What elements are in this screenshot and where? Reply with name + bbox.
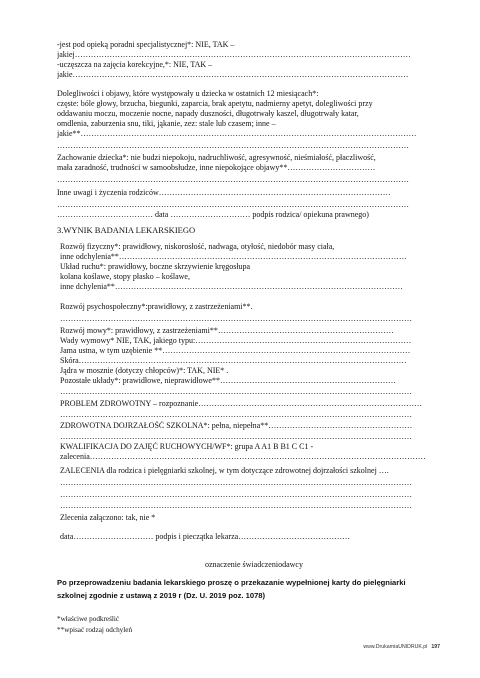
text-line: -jest pod opieką poradni specjalistycznej*: NIE, TAK – <box>57 40 235 49</box>
text-line: jakie**……………………………………………………………………………………………………………… <box>57 129 417 138</box>
text-line: Wady wymowy* NIE, TAK, jakiego typu:……………………………………………………………………… <box>60 336 412 345</box>
text-line: Inne uwagi i życzenia rodziców…………………………………………………………………………… <box>57 188 391 197</box>
text-line: ……………………………… data ………………………… podpis rodzica/ opiekuna prawnego) <box>57 210 369 219</box>
text-line: omdlenia, zaburzenia snu, tiki, jąkanie, zez: stale lub czasem; inne – <box>57 119 276 128</box>
text-line: Dolegliwości i objawy, które występowały u dziecka w ostatnich 12 miesiącach*: <box>57 89 319 98</box>
text-line: Jama ustna, w tym uzębienie **………………………………………………………………………………… <box>60 346 411 355</box>
text-line: zalecenia……………………………………………………………………………………………………………… <box>60 452 426 461</box>
footnote: **wpisać rodzaj odchyleń <box>57 626 133 634</box>
text-line: …………………………………………………………………………………………………………………… <box>60 490 412 499</box>
text-line: Rozwój psychospołeczny*:prawidłowy, z zastrzeżeniami**. <box>60 302 253 311</box>
text-line: Układ ruchu*: prawidłowy, boczne skrzywienie kręgosłupa <box>60 262 251 271</box>
text-line: Zlecenia załączono: tak, nie * <box>60 513 156 522</box>
text-line: KWALIFIKACJA DO ZAJĘĆ RUCHOWYCH/WF*: grupa A A1 B B1 C C1 - <box>60 442 314 451</box>
text-line: …………………………………………………………………………………………………………………… <box>57 141 409 150</box>
text-line: …………………………………………………………………………………………………………………… <box>60 410 412 419</box>
section-heading: 3.WYNIK BADANIA LEKARSKIEGO <box>57 226 196 235</box>
page-number: 197 <box>431 644 440 650</box>
text-line: Rozwój mowy*: prawidłowy, z zastrzeżeniami**………………………………………………………… <box>60 326 394 335</box>
text-line: …………………………………………………………………………………………………………………… <box>57 200 409 209</box>
text-line: częste: bóle głowy, brzucha, biegunki, zaparcia, brak apetytu, nadmierny apetyt, dolegliwości przy <box>57 99 373 108</box>
text-line: Zachowanie dziecka*: nie budzi niepokoju, nadruchliwość, agresywność, nieśmiałość, płaczliwość, <box>57 153 376 162</box>
text-line: Pozostałe układy*: prawidłowe, nieprawidłowe**………………………………………………………… <box>60 376 396 385</box>
text-line: inne odchylenia**……………………………………………………………………………………………… <box>60 252 407 261</box>
text-line: …………………………………………………………………………………………………………………… <box>60 432 412 441</box>
text-line: kolana koślawe, stopy płasko – koślawe, <box>60 272 190 281</box>
provider-caption: oznaczenie świadczeniodawcy <box>205 560 303 569</box>
text-line: …………………………………………………………………………………………………………………… <box>60 387 412 396</box>
text-line: oddawaniu moczu, moczenie nocne, napady duszności, długotrwały kaszel, długotrwały katar, <box>57 109 359 118</box>
page-footer <box>363 644 440 650</box>
text-line: ZDROWOTNA DOJRZAŁOŚĆ SZKOLNA*: pełna, niepełna**……………………………………………… <box>60 421 413 430</box>
footer-site: www.DrukarniaUNIDRUK.pl <box>363 644 428 650</box>
text-line: -uczęszcza na zajęcia korekcyjne,*: NIE, TAK – <box>57 60 213 69</box>
text-line: mała zaradność, trudności w samoobsłudze, inne niepokojące objawy**…………………………… <box>57 163 376 172</box>
text-line: Skóra…………………………………………………………………………………………………………… <box>60 356 407 365</box>
text-line: jakiej……………………………………………………………………………………………………………… <box>57 50 411 59</box>
text-line: …………………………………………………………………………………………………………………… <box>60 478 412 487</box>
signature-line: data………………………… podpis i pieczątka lekarza…………………………………… <box>60 532 351 541</box>
text-line: …………………………………………………………………………………………………………………… <box>60 501 412 510</box>
text-line: …………………………………………………………………………………………………………………… <box>60 314 412 323</box>
text-line: jakie……………………………………………………………………………………………………………… <box>57 70 409 79</box>
text-line: ZALECENIA dla rodzica i pielęgniarki szkolnej, w tym dotyczące zdrowotnej dojrzałości szkolnej …. <box>60 466 389 475</box>
text-line: inne dchylenia**……………………………………………………………………………………………… <box>60 282 403 291</box>
text-line: Jądra w mosznie (dotyczy chłopców)*: TAK, NIE* . <box>60 366 229 375</box>
text-line: PROBLEM ZDROWOTNY – rozpoznanie………………………………………………………………………… <box>60 399 423 408</box>
footnote: *właściwe podkreślić <box>57 615 120 623</box>
instruction-text: Po przeprowadzeniu badania lekarskiego proszę o przekazanie wypełnionej karty do pielęgniarki <box>57 578 406 587</box>
instruction-text: szkolnej zgodnie z ustawą z 2019 r (Dz. U. 2019 poz. 1078) <box>57 591 266 600</box>
text-line: Rozwój fizyczny*: prawidłowy, niskorosłość, nadwaga, otyłość, niedobór masy ciała, <box>60 242 335 251</box>
text-line: …………………………………………………………………………………………………………………… <box>57 175 409 184</box>
